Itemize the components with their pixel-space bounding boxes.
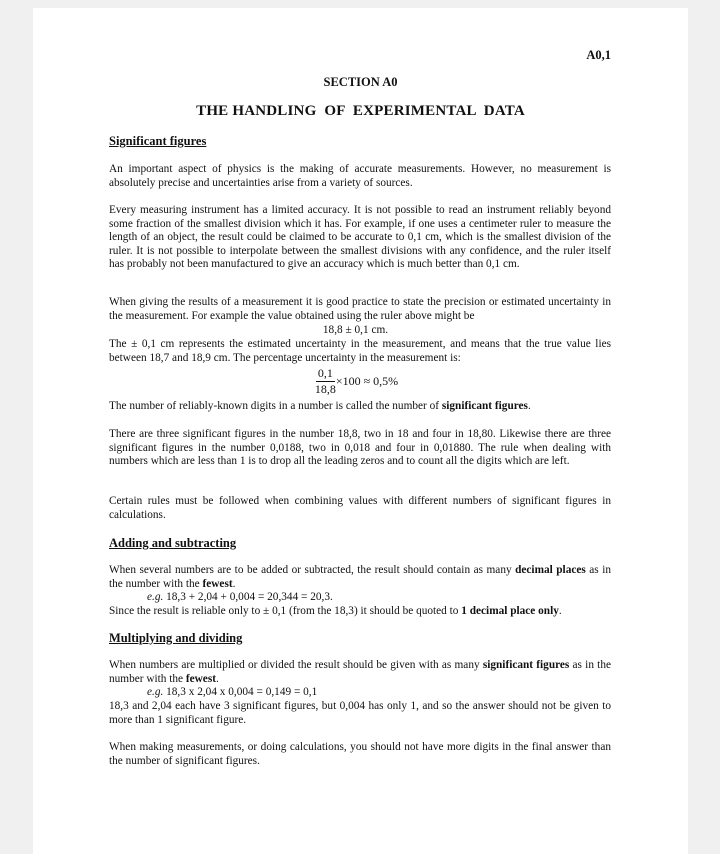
example-text: 18,3 + 2,04 + 0,004 = 20,344 = 20,3. xyxy=(163,591,333,603)
example-label: e.g. xyxy=(147,686,164,698)
text-run: When numbers are multiplied or divided the result should be given with as many xyxy=(109,659,483,671)
percentage-formula xyxy=(29,366,684,397)
text-run-bold: decimal places xyxy=(515,564,586,576)
example-label: e.g. xyxy=(147,591,164,603)
paragraph-multiplying-conclusion: 18,3 and 2,04 each have 3 significant figures, but 0,004 has only 1, and so the answer should not be given to more than 1 significant figure. xyxy=(109,700,611,726)
text-run-bold: significant figures xyxy=(482,659,570,671)
paragraph-rules: Certain rules must be followed when combining values with different numbers of significant figures in calculations. xyxy=(109,495,611,521)
paragraph-uncertainty: The ± 0,1 cm represents the estimated uncertainty in the measurement, and means that the true value lies between 18,7 and 18,9 cm. The percentage uncertainty in the measurement is: xyxy=(109,338,611,364)
text-run: as in the number with the xyxy=(109,564,611,590)
text-run: . xyxy=(215,672,219,685)
paragraph-sig-fig-definition xyxy=(109,400,611,414)
formula-denominator: 18,8 xyxy=(314,382,336,396)
paragraph-precision: When giving the results of a measurement it is good practice to state the precision or estimated uncertainty in the measurement. For example the value obtained using the ruler above might be xyxy=(109,296,611,322)
heading-adding-subtracting: Adding and subtracting xyxy=(109,536,237,550)
paragraph-adding-conclusion xyxy=(109,605,611,619)
text-run: as in the number with the xyxy=(109,659,611,685)
page-title: THE HANDLING OF EXPERIMENTAL DATA xyxy=(196,103,525,119)
text-run: Since the result is reliable only to ± 0,1 (from the 18,3) it should be quoted to xyxy=(109,605,462,617)
example-adding xyxy=(147,591,333,605)
paragraph-sig-fig-examples: There are three significant figures in the number 18,8, two in 18 and four in 18,80. Likewise there are three significant figures in the number 0,0188, two in 0,018 and four in 0,01880. The rule when dealing with numbers which are less than 1 is to drop all the leading zeros and to count all the digits which are left. xyxy=(109,428,611,468)
example-text: 18,3 x 2,04 x 0,004 = 0,149 = 0,1 xyxy=(163,686,318,698)
paragraph-adding-rule xyxy=(109,564,611,591)
text-run: . xyxy=(527,400,531,412)
text-run-bold: fewest xyxy=(185,672,216,685)
paragraph-multiplying-rule xyxy=(109,659,611,686)
text-run-bold: 1 decimal place only xyxy=(461,605,559,617)
paragraph-intro: An important aspect of physics is the making of accurate measurements. However, no measurement is absolutely precise and uncertainties arise from a variety of sources. xyxy=(109,163,611,189)
document-page xyxy=(33,8,688,854)
heading-significant-figures: Significant figures xyxy=(109,134,207,148)
formula-numerator: 0,1 xyxy=(317,366,333,380)
formula-rest: ×100 ≈ 0,5% xyxy=(335,374,399,388)
text-run: The number of reliably-known digits in a number is called the number of xyxy=(109,400,442,412)
measurement-value: 18,8 ± 0,1 cm. xyxy=(322,324,389,336)
paragraph-instrument-accuracy: Every measuring instrument has a limited accuracy. It is not possible to read an instrument reliably beyond some fraction of the smallest division which it has. For example, if one uses a centimeter ruler to measure the length of an object, the result could be claimed to be accurate to 0,1 cm, which is the smallest division of the ruler. It is not possible to interpolate between the smallest divisions with any confidence, and the ruler itself has probably not been manufactured to give an accuracy which is much better than 0,1 cm. xyxy=(109,204,611,271)
paragraph-final-advice: When making measurements, or doing calculations, you should not have more digits in the final answer than the number of significant figures. xyxy=(109,741,611,767)
formula-fraction xyxy=(315,366,336,397)
text-run-bold: fewest xyxy=(202,577,233,590)
text-run-bold: significant figures xyxy=(441,400,528,412)
text-run: When several numbers are to be added or subtracted, the result should contain as many xyxy=(109,564,516,576)
section-label: SECTION A0 xyxy=(323,75,398,89)
heading-multiplying-dividing: Multiplying and dividing xyxy=(109,631,243,645)
text-run: . xyxy=(232,577,236,590)
example-multiplying xyxy=(147,686,317,700)
page-number: A0,1 xyxy=(586,48,611,62)
text-run: . xyxy=(558,605,562,617)
